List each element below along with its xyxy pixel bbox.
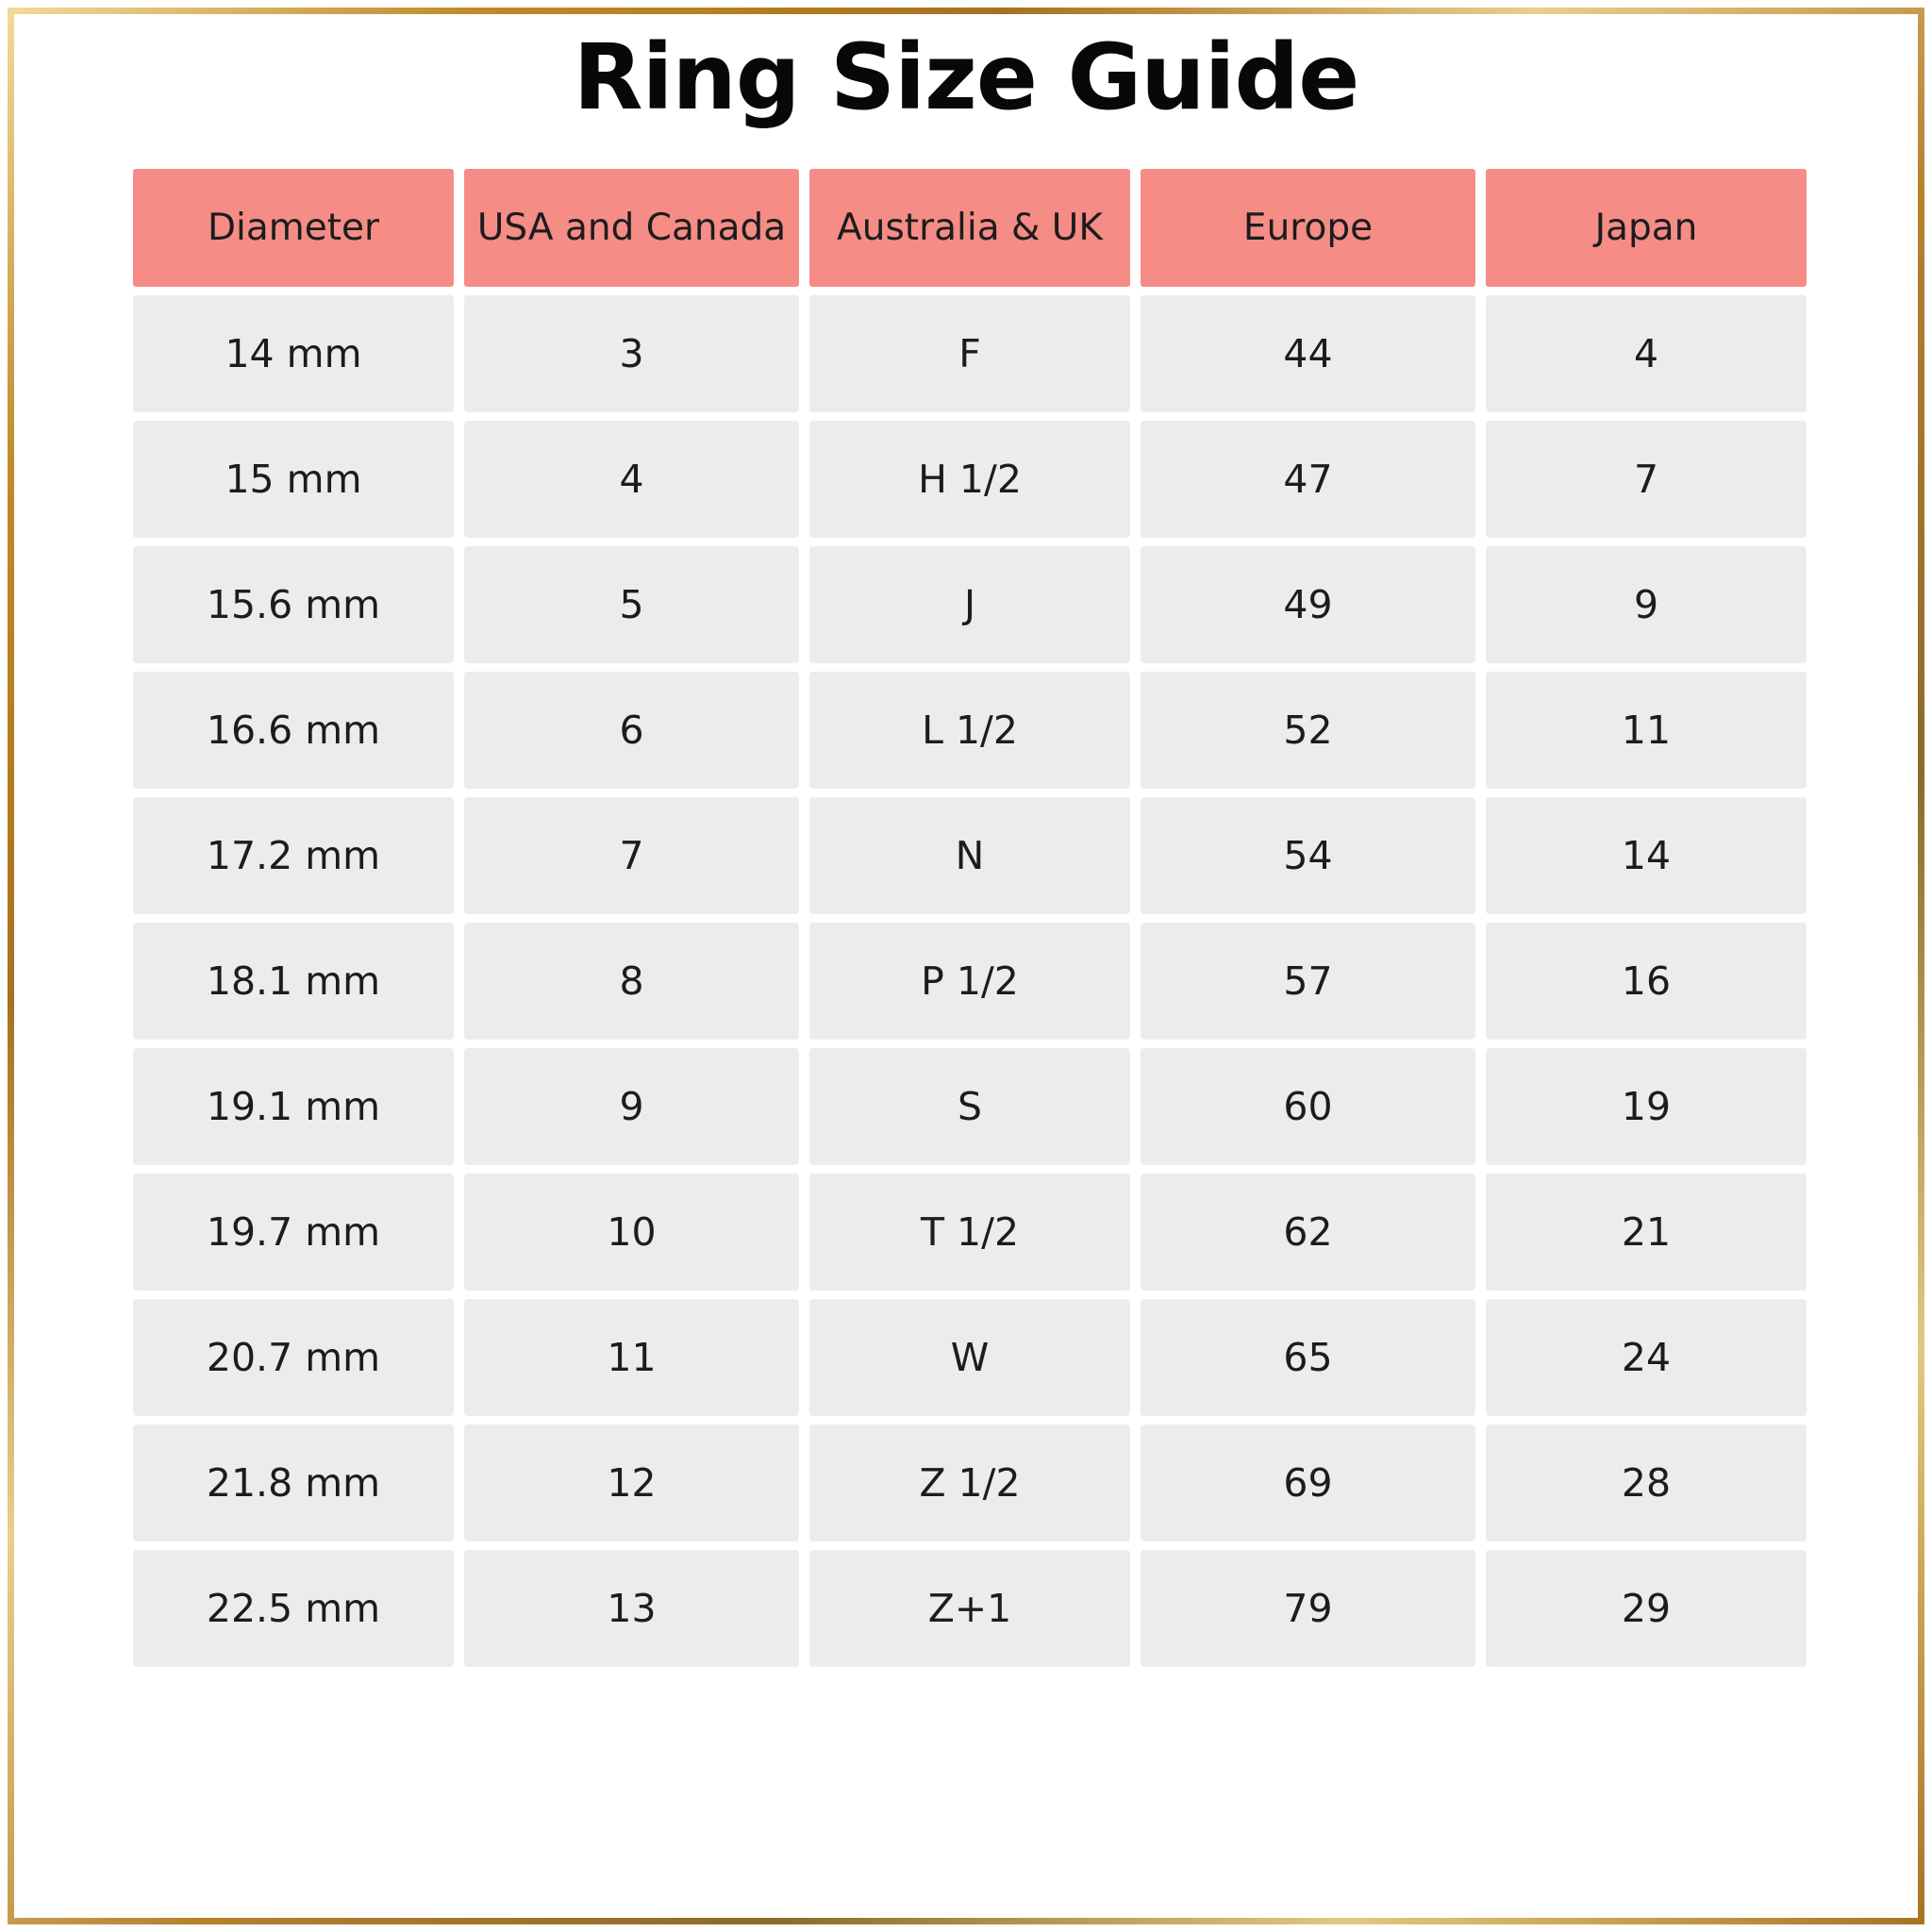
cell-japan: 14 (1486, 797, 1807, 914)
cell-europe: 57 (1141, 923, 1475, 1040)
cell-usa-canada: 4 (464, 421, 799, 538)
cell-usa-canada: 3 (464, 295, 799, 412)
cell-japan: 29 (1486, 1550, 1807, 1667)
ring-size-table (123, 160, 1817, 1675)
table-row (133, 1424, 1807, 1541)
cell-australia-uk: P 1/2 (809, 923, 1130, 1040)
cell-europe: 69 (1141, 1424, 1475, 1541)
cell-usa-canada: 5 (464, 546, 799, 663)
cell-europe: 60 (1141, 1048, 1475, 1165)
cell-usa-canada: 11 (464, 1299, 799, 1416)
cell-diameter: 20.7 mm (133, 1299, 454, 1416)
cell-usa-canada: 12 (464, 1424, 799, 1541)
cell-europe: 44 (1141, 295, 1475, 412)
table-row (133, 923, 1807, 1040)
cell-australia-uk: T 1/2 (809, 1174, 1130, 1291)
cell-diameter: 16.6 mm (133, 672, 454, 789)
cell-diameter: 15.6 mm (133, 546, 454, 663)
table-row (133, 421, 1807, 538)
cell-australia-uk: F (809, 295, 1130, 412)
cell-japan: 4 (1486, 295, 1807, 412)
column-header-diameter: Diameter (133, 169, 454, 287)
cell-diameter: 19.7 mm (133, 1174, 454, 1291)
cell-australia-uk: W (809, 1299, 1130, 1416)
cell-europe: 65 (1141, 1299, 1475, 1416)
column-header-usa-canada: USA and Canada (464, 169, 799, 287)
cell-diameter: 19.1 mm (133, 1048, 454, 1165)
cell-australia-uk: Z+1 (809, 1550, 1130, 1667)
cell-diameter: 17.2 mm (133, 797, 454, 914)
cell-diameter: 22.5 mm (133, 1550, 454, 1667)
cell-diameter: 15 mm (133, 421, 454, 538)
ring-size-table-container (123, 160, 1811, 1675)
cell-europe: 47 (1141, 421, 1475, 538)
cell-australia-uk: L 1/2 (809, 672, 1130, 789)
cell-diameter: 21.8 mm (133, 1424, 454, 1541)
cell-europe: 52 (1141, 672, 1475, 789)
cell-usa-canada: 9 (464, 1048, 799, 1165)
table-row (133, 546, 1807, 663)
cell-diameter: 18.1 mm (133, 923, 454, 1040)
cell-japan: 7 (1486, 421, 1807, 538)
cell-usa-canada: 13 (464, 1550, 799, 1667)
table-header-row (133, 169, 1807, 287)
page-title: Ring Size Guide (573, 25, 1359, 130)
cell-japan: 19 (1486, 1048, 1807, 1165)
cell-europe: 54 (1141, 797, 1475, 914)
cell-japan: 21 (1486, 1174, 1807, 1291)
cell-diameter: 14 mm (133, 295, 454, 412)
table-row (133, 1174, 1807, 1291)
table-row (133, 295, 1807, 412)
cell-australia-uk: S (809, 1048, 1130, 1165)
cell-japan: 24 (1486, 1299, 1807, 1416)
cell-usa-canada: 7 (464, 797, 799, 914)
cell-japan: 16 (1486, 923, 1807, 1040)
cell-japan: 11 (1486, 672, 1807, 789)
table-row (133, 672, 1807, 789)
column-header-europe: Europe (1141, 169, 1475, 287)
column-header-japan: Japan (1486, 169, 1807, 287)
table-row (133, 1048, 1807, 1165)
cell-australia-uk: H 1/2 (809, 421, 1130, 538)
cell-australia-uk: Z 1/2 (809, 1424, 1130, 1541)
cell-usa-canada: 10 (464, 1174, 799, 1291)
cell-usa-canada: 8 (464, 923, 799, 1040)
table-row (133, 1299, 1807, 1416)
cell-japan: 9 (1486, 546, 1807, 663)
cell-australia-uk: N (809, 797, 1130, 914)
cell-europe: 49 (1141, 546, 1475, 663)
cell-europe: 62 (1141, 1174, 1475, 1291)
cell-australia-uk: J (809, 546, 1130, 663)
cell-japan: 28 (1486, 1424, 1807, 1541)
table-row (133, 797, 1807, 914)
cell-europe: 79 (1141, 1550, 1475, 1667)
cell-usa-canada: 6 (464, 672, 799, 789)
column-header-australia-uk: Australia & UK (809, 169, 1130, 287)
table-row (133, 1550, 1807, 1667)
